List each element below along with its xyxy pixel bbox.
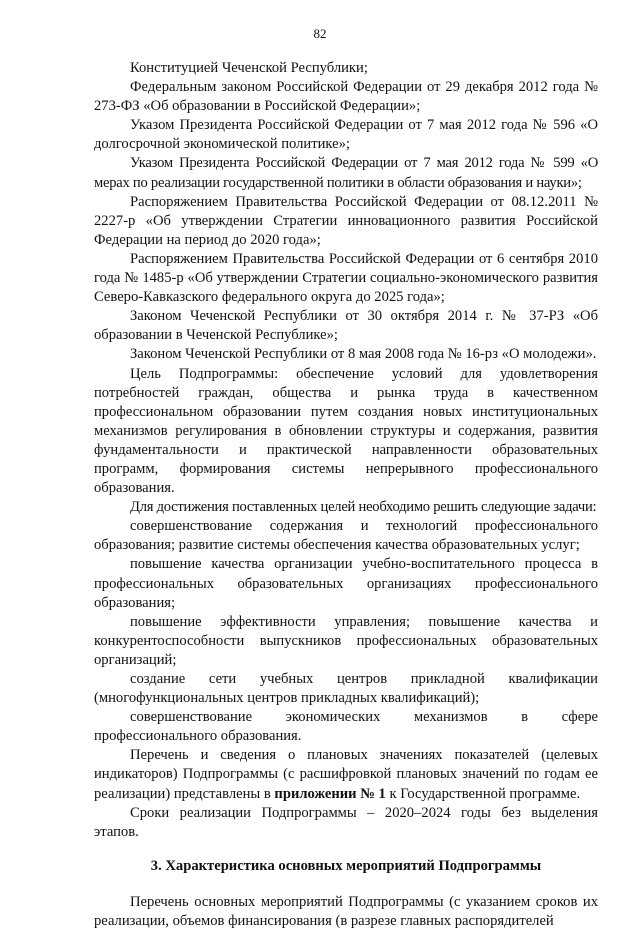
paragraph-order-1485: Распоряжением Правительства Российской Федерации от 6 сентября 2010 года № 1485-р «Об утверждении Стратегии социально-экономического развития Северо-Кавказского федерального округа до 2025 года»; — [94, 250, 598, 306]
paragraph-law-16: Законом Чеченской Республики от 8 мая 2008 года № 16-рз «О молодежи». — [130, 346, 597, 363]
paragraph-activities-list: Перечень основных мероприятий Подпрограммы (с указанием сроков их реализации, объемов финансирования (в разрезе главных распорядителей — [94, 893, 598, 930]
paragraph-task-5: совершенствование экономических механизмов в сфере профессионального образования. — [94, 709, 598, 745]
paragraph-task-2: повышение качества организации учебно-воспитательного процесса в профессиональных образовательных организациях профессионального образования; — [94, 556, 598, 611]
document-body — [94, 59, 598, 931]
paragraph-decree-596: Указом Президента Российской Федерации от 7 мая 2012 года № 596 «О долгосрочной экономической политике»; — [94, 117, 598, 153]
paragraph-decree-599: Указом Президента Российской Федерации от 7 мая 2012 года № 599 «О мерах по реализации государственной политики в области образования и науки»; — [94, 155, 598, 191]
appendix-reference: приложении № 1 — [274, 785, 386, 802]
page-number: 82 — [313, 26, 327, 41]
paragraph-task-4: создание сети учебных центров прикладной квалификации (многофункциональных центров прикладных квалификаций); — [94, 671, 598, 707]
paragraph-task-3: повышение эффективности управления; повышение качества и конкурентоспособности выпускников профессиональных образовательных организаций; — [94, 613, 598, 668]
paragraph-indicators — [94, 746, 598, 803]
indicators-text-end: к Государственной программе. — [385, 785, 581, 802]
section-heading: 3. Характеристика основных мероприятий Подпрограммы — [150, 857, 542, 874]
paragraph-law-37: Законом Чеченской Республики от 30 октября 2014 г. № 37-РЗ «Об образовании в Чеченской Республике»; — [94, 308, 598, 344]
paragraph-tasks-intro: Для достижения поставленных целей необходимо решить следующие задачи: — [130, 499, 597, 516]
paragraph-goal: Цель Подпрограммы: обеспечение условий для удовлетворения потребностей граждан, общества и рынка труда в качественном профессиональном образовании путем создания новых институциональных механизмов регулирования в обновлении структуры и содержания, развития фундаментальности и практической направленности образовательных программ, формирования системы непрерывного профессионального образования. — [94, 365, 598, 497]
paragraph-order-2227: Распоряжением Правительства Российской Федерации от 08.12.2011 № 2227-р «Об утверждении Стратегии инновационного развития Российской Федерации на период до 2020 года»; — [94, 193, 598, 248]
paragraph-federal-law: Федеральным законом Российской Федерации от 29 декабря 2012 года № 273-ФЗ «Об образовании в Российской Федерации»; — [94, 79, 598, 115]
paragraph-constitution: Конституцией Чеченской Республики; — [130, 60, 368, 76]
indicators-text-start: Перечень и сведения о плановых значениях показателей (целевых индикаторов) Подпрограммы (с расшифровкой плановых значений по годам ее реализации) представлены в — [94, 747, 598, 802]
paragraph-terms: Сроки реализации Подпрограммы – 2020–2024 годы без выделения этапов. — [94, 804, 598, 840]
paragraph-task-1: совершенствование содержания и технологий профессионального образования; развитие системы обеспечения качества образовательных услуг; — [94, 518, 598, 554]
